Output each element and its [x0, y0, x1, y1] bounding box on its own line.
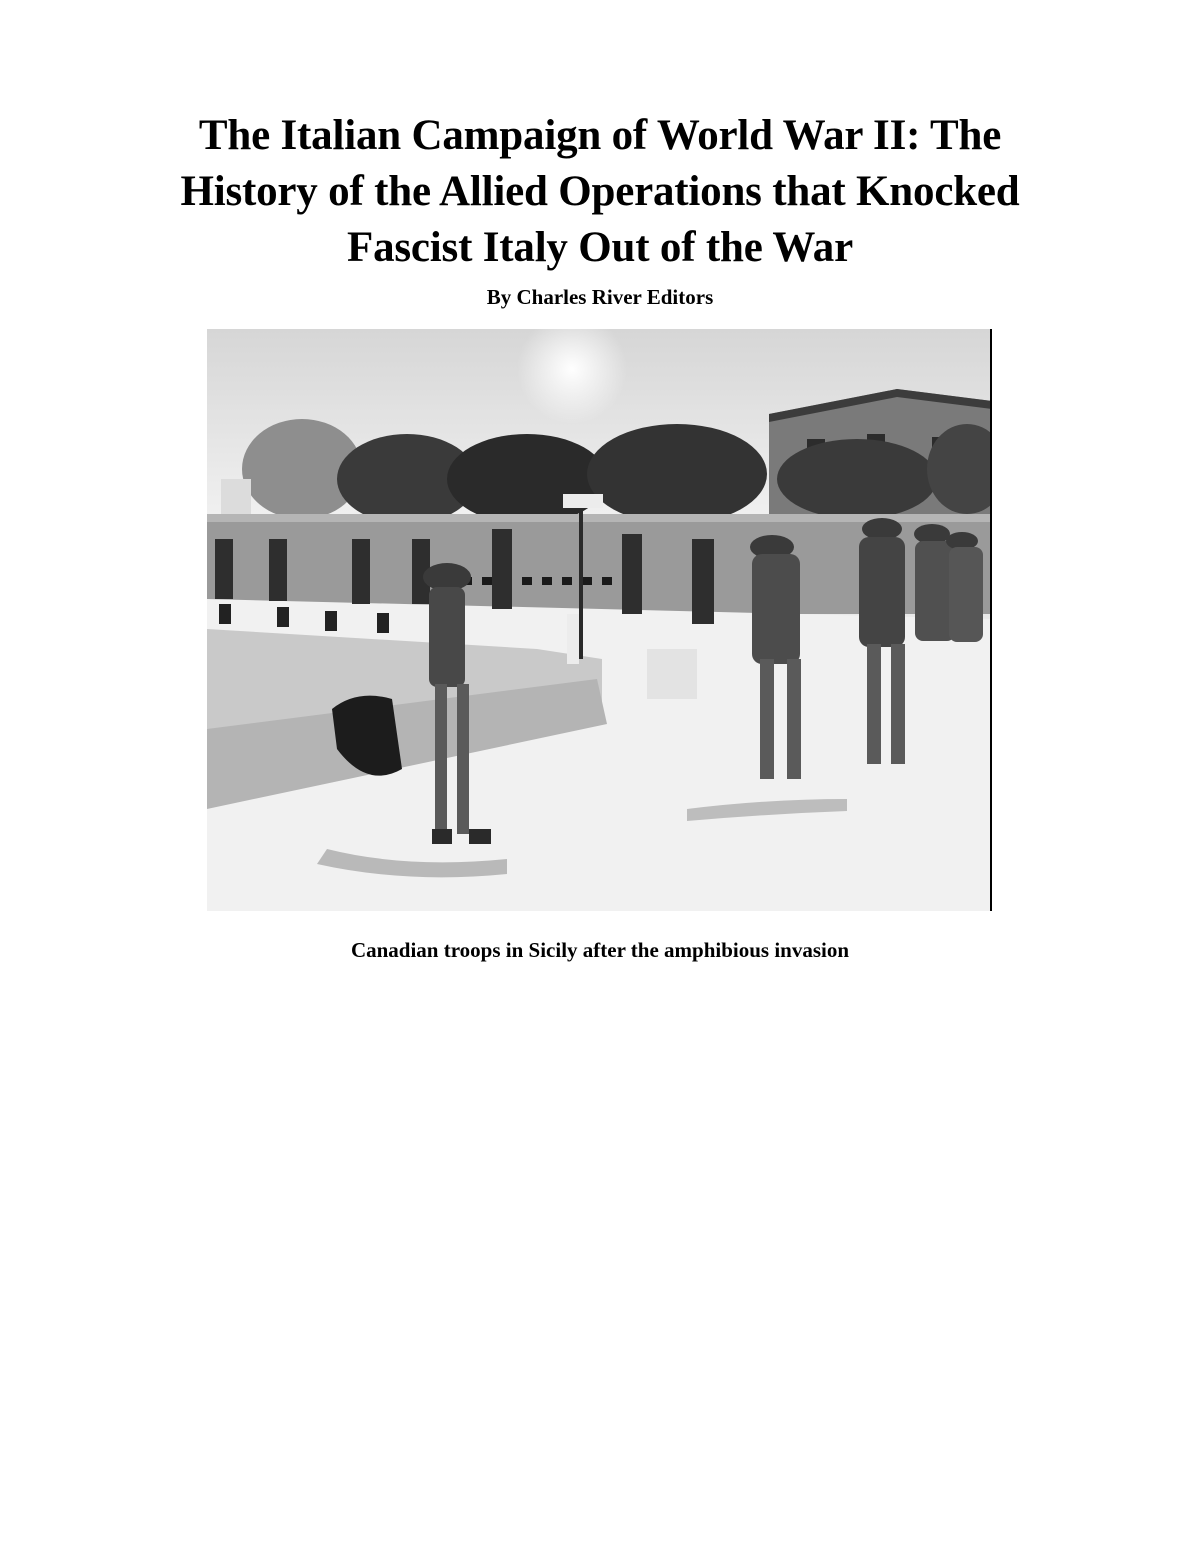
author-byline: By Charles River Editors	[486, 285, 714, 309]
cover-photo	[207, 329, 992, 911]
photo-caption: Canadian troops in Sicily after the amphibious invasion	[350, 938, 850, 962]
title-line-2: History of the Allied Operations that Knocked	[180, 168, 1020, 215]
book-title	[100, 108, 1100, 276]
title-line-1: The Italian Campaign of World War II: The	[198, 112, 1002, 159]
troops-photo-illustration	[207, 329, 992, 911]
title-line-3: Fascist Italy Out of the War	[347, 224, 853, 271]
photo-right-border	[990, 329, 992, 911]
